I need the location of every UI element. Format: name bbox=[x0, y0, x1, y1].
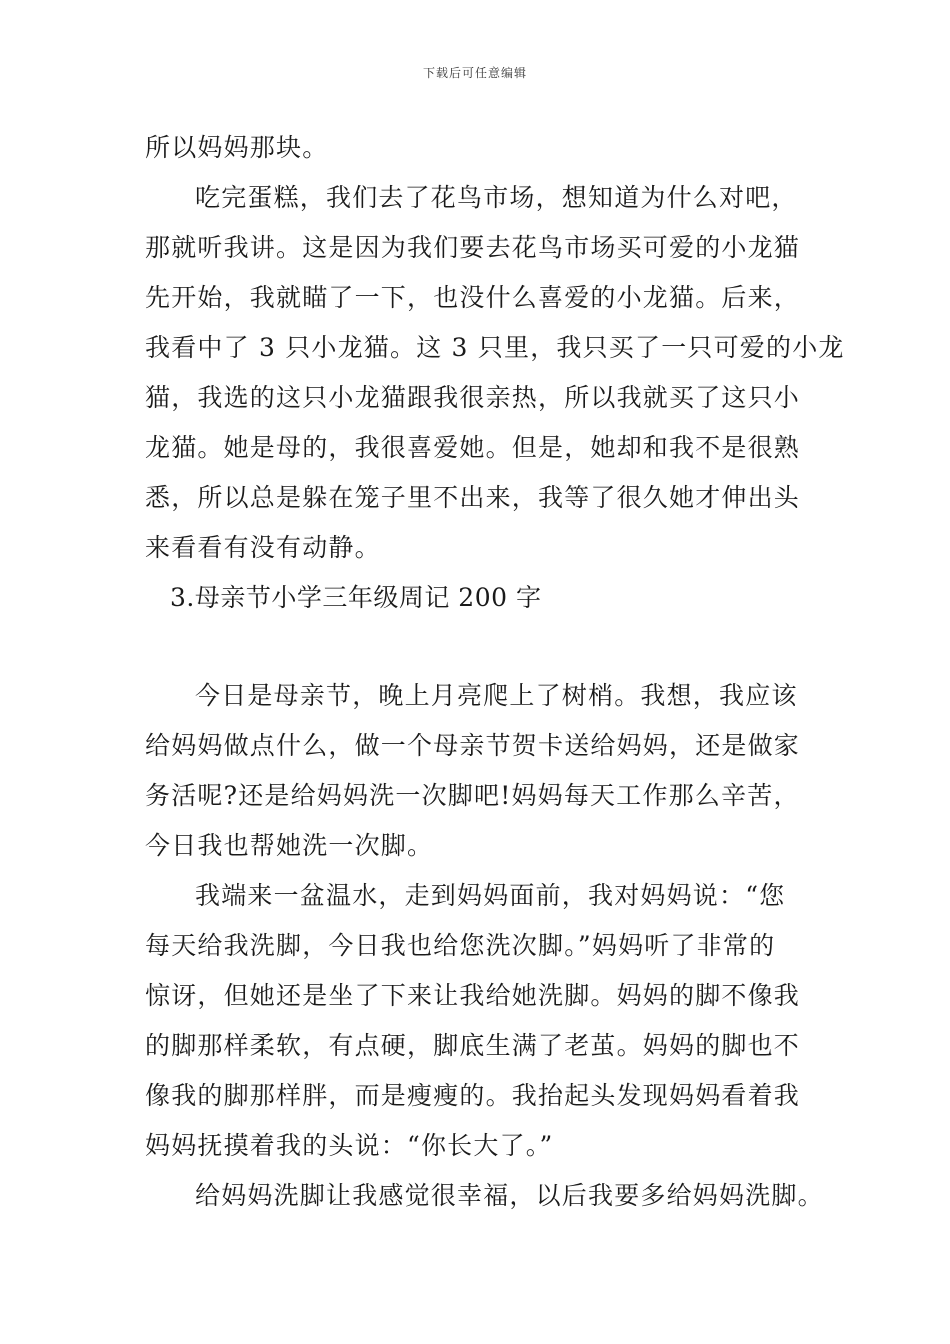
page-header-note: 下载后可任意编辑 bbox=[422, 66, 527, 80]
text-line: 惊讶，但她还是坐了下来让我给她洗脚。妈妈的脚不像我 bbox=[145, 981, 801, 1010]
text-line: 今日我也帮她洗一次脚。 bbox=[145, 831, 434, 860]
text-line: 那就听我讲。这是因为我们要去花鸟市场买可爱的小龙猫 bbox=[145, 233, 801, 262]
text-line: 先开始，我就瞄了一下，也没什么喜爱的小龙猫。后来， bbox=[145, 283, 801, 312]
paragraph-start-line: 我端来一盆温水，走到妈妈面前，我对妈妈说：“您 bbox=[195, 881, 786, 910]
text-line: 来看看有没有动静。 bbox=[145, 533, 381, 562]
section-heading: 3.母亲节小学三年级周记 200 字 bbox=[170, 583, 542, 612]
text-line: 每天给我洗脚，今日我也给您洗次脚。”妈妈听了非常的 bbox=[145, 931, 776, 960]
text-line: 猫，我选的这只小龙猫跟我很亲热，所以我就买了这只小 bbox=[145, 383, 801, 412]
paragraph-start-line: 今日是母亲节，晚上月亮爬上了树梢。我想，我应该 bbox=[195, 681, 798, 710]
text-line: 给妈妈做点什么，做一个母亲节贺卡送给妈妈，还是做家 bbox=[145, 731, 801, 760]
text-line: 妈妈抚摸着我的头说：“你长大了。” bbox=[145, 1131, 554, 1160]
text-line: 龙猫。她是母的，我很喜爱她。但是，她却和我不是很熟 bbox=[145, 433, 801, 462]
text-line: 我看中了 3 只小龙猫。这 3 只里，我只买了一只可爱的小龙 bbox=[145, 333, 845, 362]
paragraph-start-line: 吃完蛋糕，我们去了花鸟市场，想知道为什么对吧， bbox=[195, 183, 798, 212]
text-line: 所以妈妈那块。 bbox=[145, 133, 329, 162]
text-line: 务活呢?还是给妈妈洗一次脚吧!妈妈每天工作那么辛苦， bbox=[145, 781, 800, 810]
text-line: 悉，所以总是躲在笼子里不出来，我等了很久她才伸出头 bbox=[145, 483, 801, 512]
paragraph-start-line: 给妈妈洗脚让我感觉很幸福，以后我要多给妈妈洗脚。 bbox=[195, 1181, 824, 1210]
text-line: 像我的脚那样胖，而是瘦瘦的。我抬起头发现妈妈看着我 bbox=[145, 1081, 801, 1110]
text-line: 的脚那样柔软，有点硬，脚底生满了老茧。妈妈的脚也不 bbox=[145, 1031, 801, 1060]
